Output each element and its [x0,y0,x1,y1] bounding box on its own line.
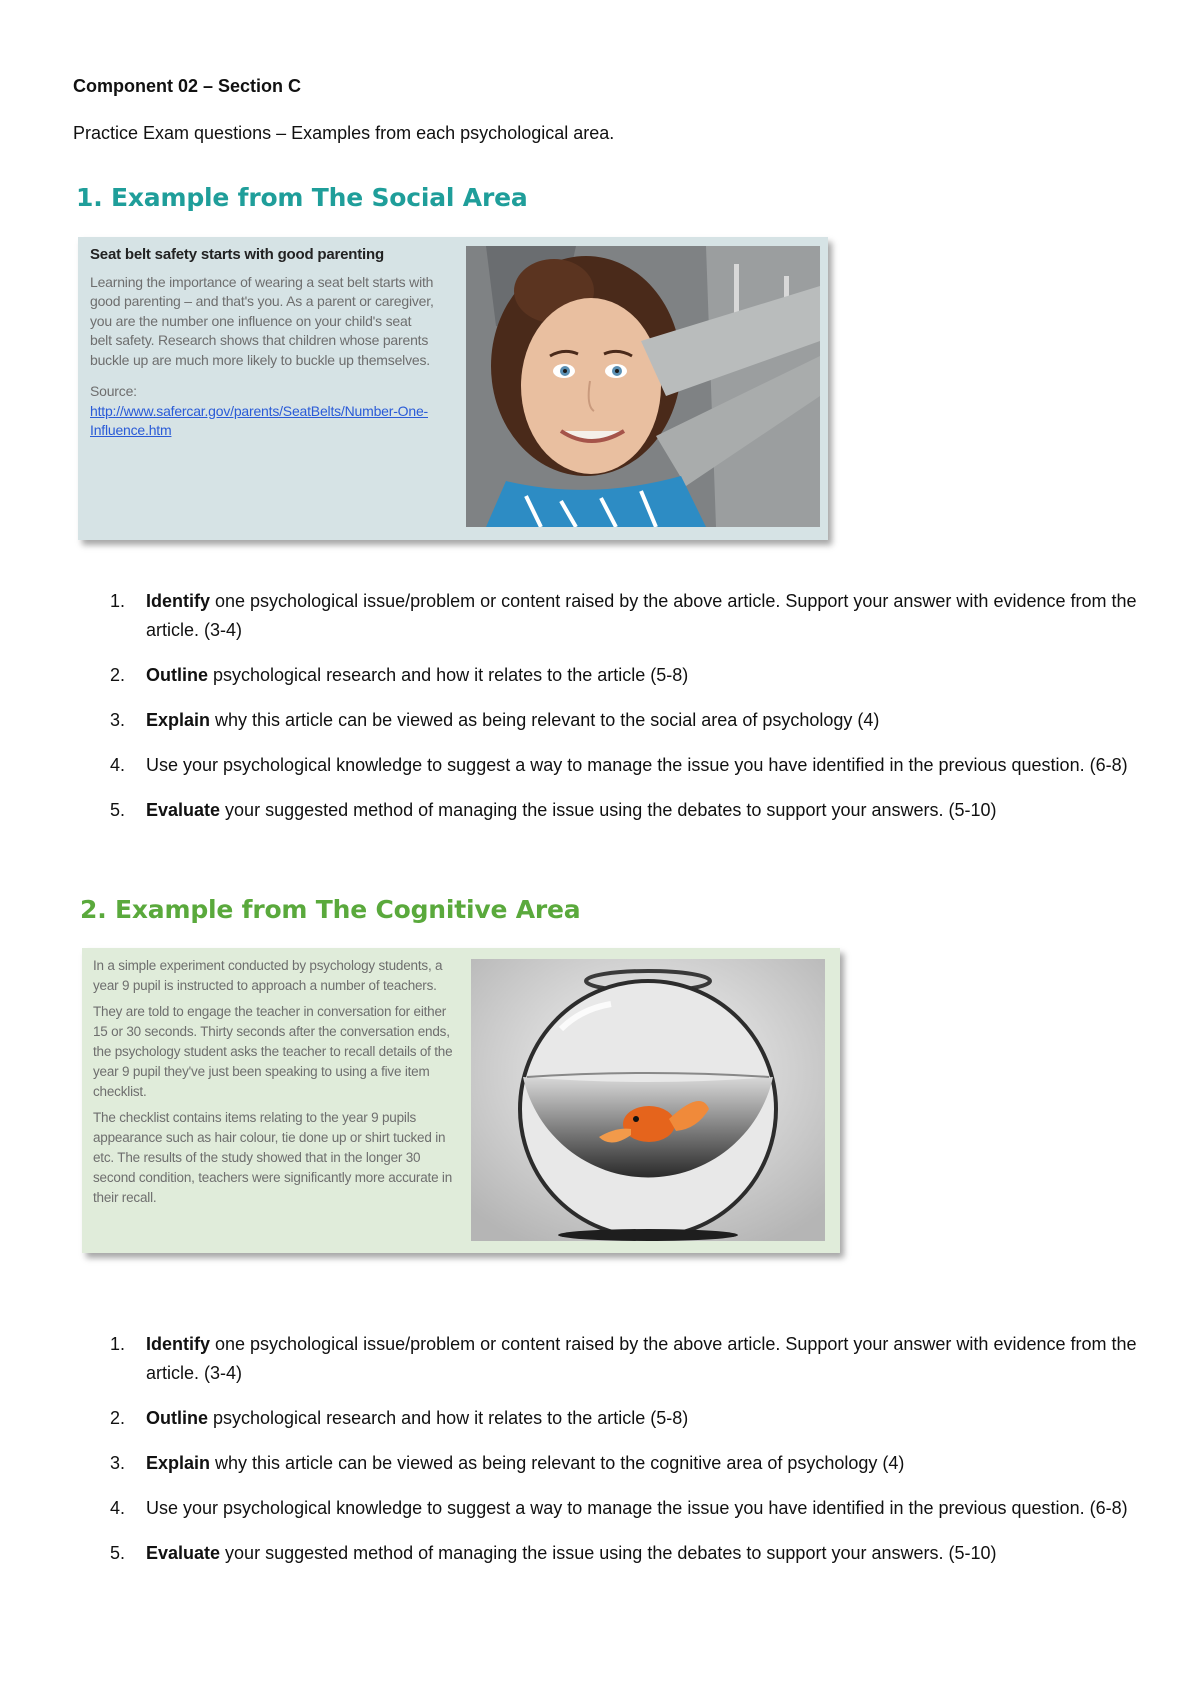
cognitive-article-paragraph: In a simple experiment conducted by psychology students, a year 9 pupil is instructed to approach a number of teachers. [93,958,443,993]
question-number: 2. [110,665,126,685]
social-area-heading: 1. Example from The Social Area [76,183,528,212]
question-command-word: Identify [146,1334,211,1354]
question-text: why this article can be viewed as being relevant to the cognitive area of psychology (4) [210,1453,905,1473]
goldfish-bowl-photo [471,959,825,1241]
question-number: 5. [110,800,126,820]
question-number: 3. [110,710,126,730]
question-text: one psychological issue/problem or content raised by the above article. Support your answer with evidence from the article. (3-4) [146,1334,1137,1383]
question-text: your suggested method of managing the issue using the debates to support your answers. (5-10) [220,1543,997,1563]
social-article-box [78,237,828,540]
source-link[interactable]: http://www.safercar.gov/parents/SeatBelts/Number-One-Influence.htm [90,402,428,438]
source-label: Source: [90,383,137,399]
social-article-text [90,245,435,447]
question-number: 3. [110,1453,126,1473]
question-number: 1. [110,1334,126,1354]
cognitive-article-paragraph: The checklist contains items relating to the year 9 pupils appearance such as hair colour, tie done up or shirt tucked in etc. The results of the study showed that in the longer 30 second condition, teachers were significantly more accurate in their recall. [93,1110,453,1205]
question-text: your suggested method of managing the issue using the debates to support your answers. (5-10) [220,800,997,820]
document-title: Component 02 – Section C [73,76,302,96]
question-command-word: Outline [146,665,208,685]
question-number: 2. [110,1408,126,1428]
question-text: Use your psychological knowledge to suggest a way to manage the issue you have identified in the previous question. (6-8) [146,755,1128,775]
question-number: 4. [110,755,126,775]
goldfish-bowl-illustration [471,959,825,1241]
cognitive-article-box [82,948,840,1253]
social-article-body: Learning the importance of wearing a seat belt starts with good parenting – and that's you. As a parent or caregiver, you are the number one influence on your child's seat belt safety. Research shows that children whose parents buckle up are much more likely to buckle up themselves. [90,273,434,368]
question-item [98,1494,1138,1523]
question-number: 1. [110,591,126,611]
cognitive-article-text [93,956,453,1214]
cognitive-area-heading: 2. Example from The Cognitive Area [80,895,581,924]
question-item [98,706,1138,735]
cognitive-article-paragraph: They are told to engage the teacher in conversation for either 15 or 30 seconds. Thirty seconds after the conversation ends, the psychology student asks the teacher to recall details of the year 9 pupil they've just been speaking to using a five item checklist. [93,1004,453,1099]
question-item [98,661,1138,690]
question-item [98,1449,1138,1478]
document-subtitle: Practice Exam questions – Examples from each psychological area. [73,123,615,143]
question-command-word: Identify [146,591,211,611]
question-command-word: Evaluate [146,1543,221,1563]
cognitive-question-list [98,1330,1138,1584]
girl-seatbelt-photo [466,246,820,527]
question-command-word: Evaluate [146,800,221,820]
question-number: 5. [110,1543,126,1563]
question-number: 4. [110,1498,126,1518]
question-text: one psychological issue/problem or content raised by the above article. Support your answer with evidence from the article. (3-4) [146,591,1137,640]
social-article-title: Seat belt safety starts with good parenting [90,246,384,263]
question-text: why this article can be viewed as being relevant to the social area of psychology (4) [210,710,880,730]
question-item [98,796,1138,825]
question-command-word: Outline [146,1408,208,1428]
question-item [98,1404,1138,1433]
question-text: psychological research and how it relates to the article (5-8) [208,1408,689,1428]
question-item [98,751,1138,780]
question-item [98,587,1138,645]
question-text: Use your psychological knowledge to suggest a way to manage the issue you have identified in the previous question. (6-8) [146,1498,1128,1518]
question-item [98,1539,1138,1568]
social-question-list [98,587,1138,841]
girl-seatbelt-illustration [466,246,820,527]
social-article-source [90,382,435,441]
question-item [98,1330,1138,1388]
question-text: psychological research and how it relates to the article (5-8) [208,665,689,685]
question-command-word: Explain [146,710,211,730]
question-command-word: Explain [146,1453,211,1473]
